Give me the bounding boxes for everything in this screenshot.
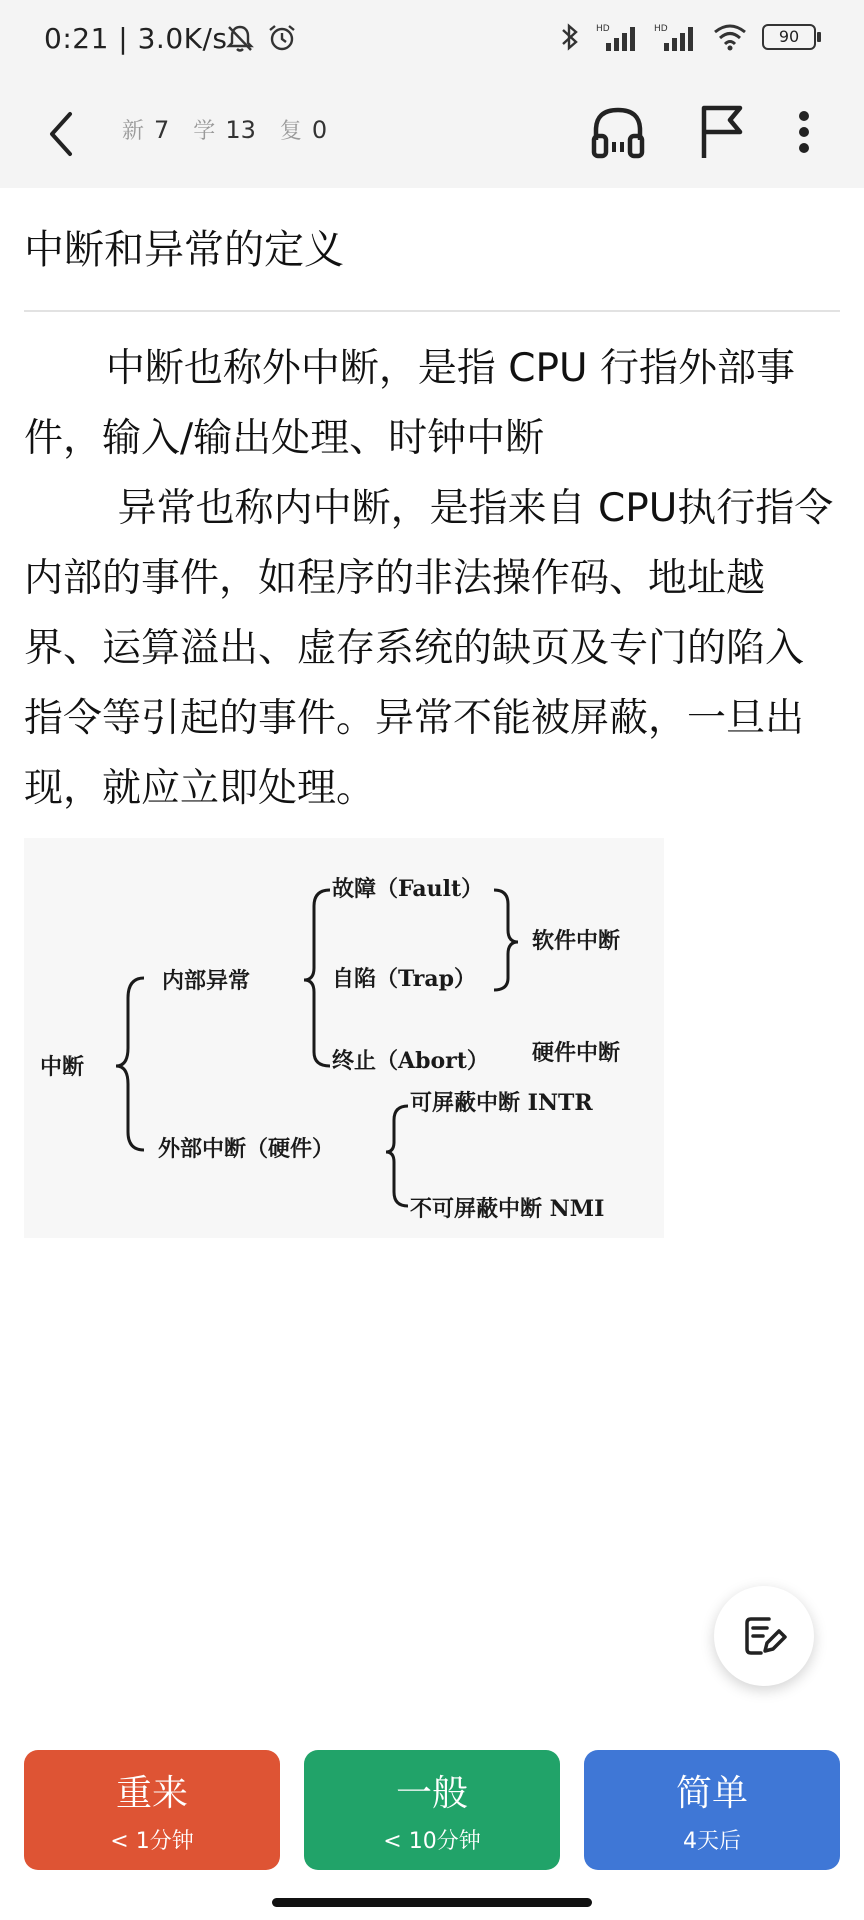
svg-text:HD: HD [596, 24, 610, 34]
divider [24, 310, 840, 312]
diagram-external: 外部中断（硬件） [158, 1136, 335, 1162]
card-content [24, 188, 840, 824]
signal-1-icon [596, 21, 640, 53]
card-title: 中断和异常的定义 [24, 227, 344, 273]
diagram-intr: 可屏蔽中断 INTR [410, 1090, 593, 1116]
again-interval: < 1分钟 [110, 1829, 194, 1854]
good-label: 一般 [395, 1773, 468, 1814]
brace-root [116, 978, 144, 1150]
good-button[interactable] [304, 1750, 560, 1870]
back-arrow-icon[interactable] [38, 102, 86, 166]
brace-external [386, 1106, 408, 1206]
learn-count: 13 [225, 116, 256, 144]
wifi-icon [712, 22, 748, 52]
good-interval: < 10分钟 [383, 1829, 481, 1854]
diagram-internal: 内部异常 [162, 968, 251, 994]
diagram-hardware: 硬件中断 [532, 1040, 621, 1066]
paragraph-exception: 异常也称内中断，是指来自 CPU执行指令内部的事件，如程序的非法操作码、地址越界、运算溢出、虚存系统的缺页及专门的陷入指令等引起的事件。异常不能被屏蔽，一旦出现，就应立即处理。 [24, 486, 834, 811]
headphones-icon[interactable] [588, 100, 648, 164]
home-indicator[interactable] [272, 1898, 592, 1907]
paragraph-interrupt: 中断也称外中断，是指 CPU 行指外部事件，输入/输出处理、时钟中断 [24, 346, 795, 461]
status-time: 0:21 | 3.0K/s [44, 22, 228, 55]
svg-text:HD: HD [654, 24, 668, 34]
again-button[interactable] [24, 1750, 280, 1870]
bluetooth-icon [558, 20, 582, 54]
more-vert-icon[interactable] [784, 100, 824, 164]
status-bar [0, 0, 864, 84]
diagram-fault: 故障（Fault） [332, 876, 484, 902]
diagram-nmi: 不可屏蔽中断 NMI [410, 1196, 605, 1222]
flag-icon[interactable] [692, 100, 752, 164]
edit-note-icon [741, 1613, 787, 1659]
answer-buttons [24, 1750, 840, 1870]
alarm-icon [266, 22, 298, 54]
easy-interval: 4天后 [683, 1829, 741, 1854]
diagram-abort: 终止（Abort） [332, 1048, 489, 1074]
diagram-software: 软件中断 [532, 928, 621, 954]
review-label: 复 [279, 119, 302, 144]
brace-internal [304, 890, 330, 1066]
easy-label: 简单 [675, 1773, 748, 1814]
top-app-bar [0, 84, 864, 188]
interrupt-classification-diagram [24, 838, 664, 1238]
diagram-root: 中断 [40, 1054, 85, 1080]
diagram-trap: 自陷（Trap） [332, 966, 476, 992]
new-label: 新 [122, 119, 145, 144]
new-count: 7 [154, 116, 170, 144]
review-count: 0 [311, 116, 328, 144]
easy-button[interactable] [584, 1750, 840, 1870]
signal-2-icon [654, 21, 698, 53]
card-body [24, 334, 840, 824]
card-counts [122, 114, 341, 145]
learn-label: 学 [193, 119, 216, 144]
edit-note-button[interactable] [714, 1586, 814, 1686]
notifications-off-icon [224, 22, 256, 54]
again-label: 重来 [115, 1773, 188, 1814]
battery-icon: 90 [762, 24, 816, 50]
brace-software [494, 890, 518, 990]
